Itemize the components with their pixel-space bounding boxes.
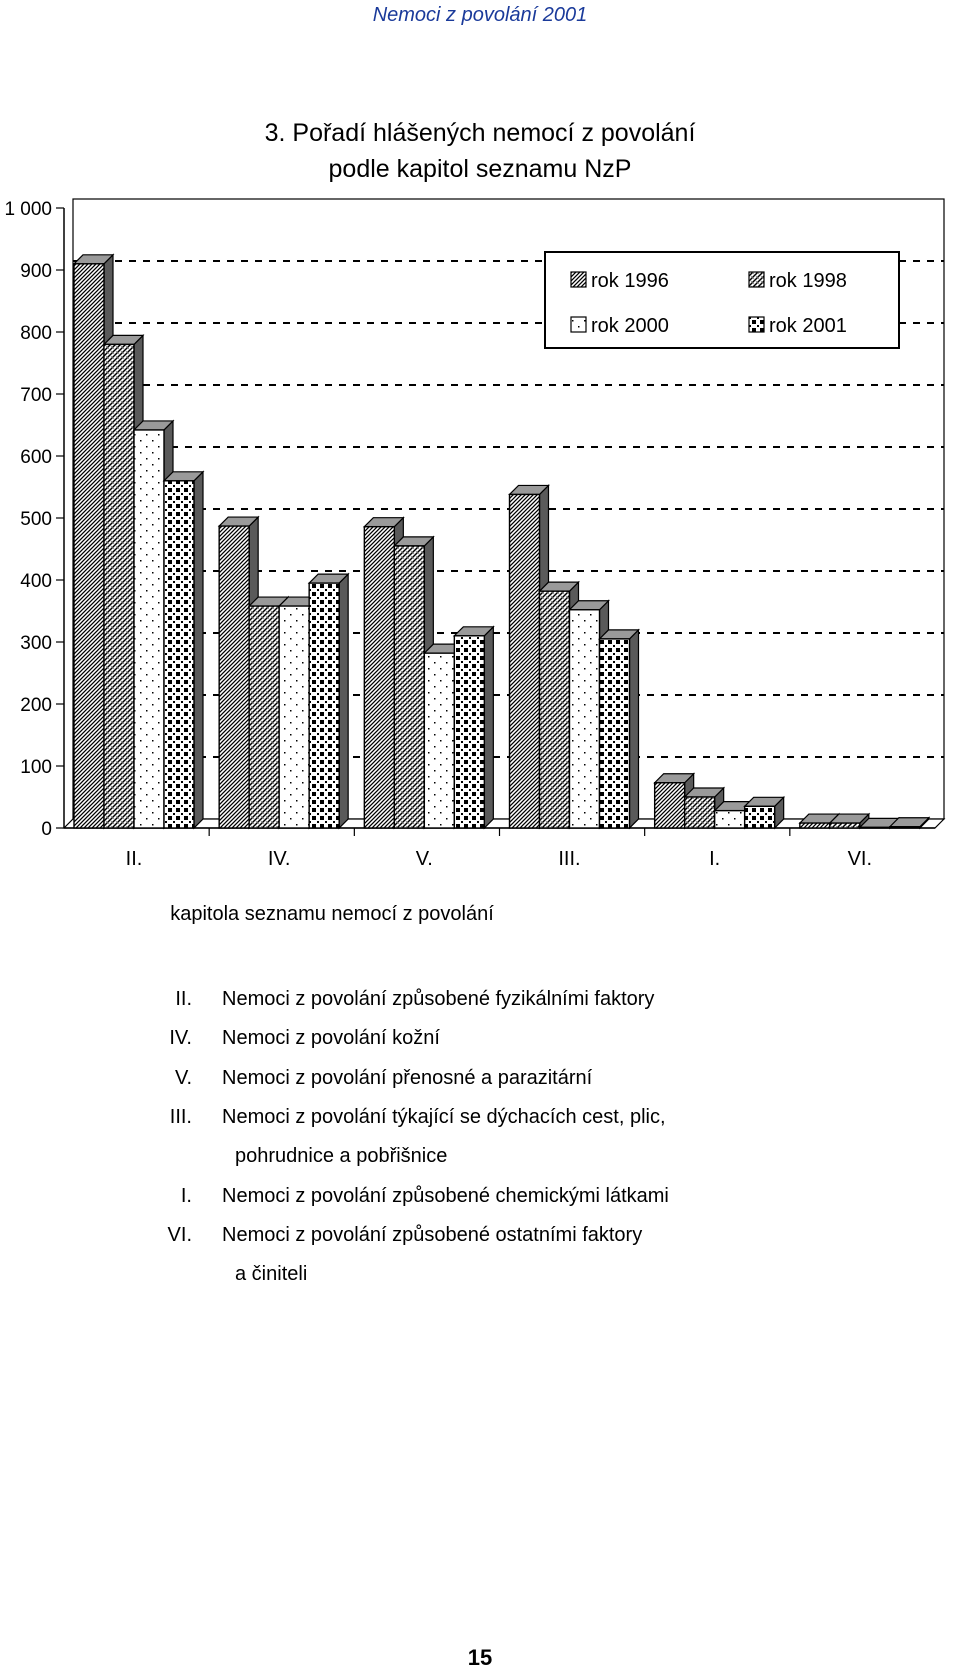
y-tick-label: 900 bbox=[20, 261, 52, 282]
y-tick-label: 1 000 bbox=[4, 199, 52, 220]
legend-label: rok 2000 bbox=[591, 315, 669, 337]
bar bbox=[745, 797, 784, 828]
x-tick-label: VI. bbox=[847, 848, 873, 870]
page-number: 15 bbox=[467, 1645, 493, 1670]
y-tick-label: 100 bbox=[20, 757, 52, 778]
x-tick-label: IV. bbox=[267, 848, 291, 870]
legend-swatch bbox=[571, 272, 586, 287]
x-tick-label: V. bbox=[415, 848, 433, 870]
bar bbox=[164, 472, 203, 828]
x-tick-label: III. bbox=[558, 848, 581, 870]
chapter-legend-item bbox=[0, 1145, 960, 1175]
y-tick-label: 700 bbox=[20, 385, 52, 406]
y-tick-label: 600 bbox=[20, 447, 52, 468]
chapter-legend-item bbox=[0, 988, 960, 1018]
chapter-description: pohrudnice a pobřišnice bbox=[235, 1145, 448, 1167]
x-tick-label: II. bbox=[125, 848, 143, 870]
bar bbox=[309, 574, 348, 828]
chapter-description: a činiteli bbox=[235, 1263, 308, 1285]
chapter-number: III. bbox=[169, 1106, 192, 1128]
chart-title-line-2: podle kapitol seznamu NzP bbox=[328, 155, 632, 183]
chapter-legend-item bbox=[0, 1067, 960, 1097]
y-tick-label: 300 bbox=[20, 633, 52, 654]
y-tick-label: 400 bbox=[20, 571, 52, 592]
x-tick-label: I. bbox=[709, 848, 721, 870]
page-header: Nemoci z povolání 2001 bbox=[372, 4, 588, 26]
chapter-number: V. bbox=[174, 1067, 192, 1089]
legend-label: rok 1998 bbox=[769, 270, 847, 292]
x-axis-label: kapitola seznamu nemocí z povolání bbox=[170, 903, 494, 925]
legend-label: rok 2001 bbox=[769, 315, 847, 337]
chapter-number: I. bbox=[180, 1185, 192, 1207]
legend-swatch bbox=[749, 272, 764, 287]
y-tick-label: 800 bbox=[20, 323, 52, 344]
chapter-legend-item bbox=[0, 1027, 960, 1057]
legend-label: rok 1996 bbox=[591, 270, 669, 292]
chapter-description: Nemoci z povolání způsobené ostatními faktory bbox=[222, 1224, 643, 1246]
chart-legend bbox=[545, 252, 899, 348]
chart-title-line-1: 3. Pořadí hlášených nemocí z povolání bbox=[264, 119, 696, 147]
chapter-legend-item bbox=[0, 1224, 960, 1254]
chapter-description: Nemoci z povolání týkající se dýchacích cest, plic, bbox=[222, 1106, 666, 1128]
bar bbox=[454, 627, 493, 828]
y-tick-label: 500 bbox=[20, 509, 52, 530]
chapter-description: Nemoci z povolání přenosné a parazitární bbox=[222, 1067, 593, 1089]
bar bbox=[600, 630, 639, 828]
chapter-description: Nemoci z povolání způsobené fyzikálními faktory bbox=[222, 988, 655, 1010]
chapter-legend-item bbox=[0, 1263, 960, 1293]
chapter-legend-item bbox=[0, 1106, 960, 1136]
chapter-description: Nemoci z povolání kožní bbox=[222, 1027, 440, 1049]
chapter-number: VI. bbox=[167, 1224, 192, 1246]
y-tick-label: 200 bbox=[20, 695, 52, 716]
chapter-number: II. bbox=[175, 988, 192, 1010]
legend-swatch bbox=[749, 317, 764, 332]
chapter-number: IV. bbox=[169, 1027, 192, 1049]
legend-swatch bbox=[571, 317, 586, 332]
chapter-legend-item bbox=[0, 1185, 960, 1215]
y-tick-label: 0 bbox=[41, 819, 52, 840]
chapter-description: Nemoci z povolání způsobené chemickými látkami bbox=[222, 1185, 669, 1207]
